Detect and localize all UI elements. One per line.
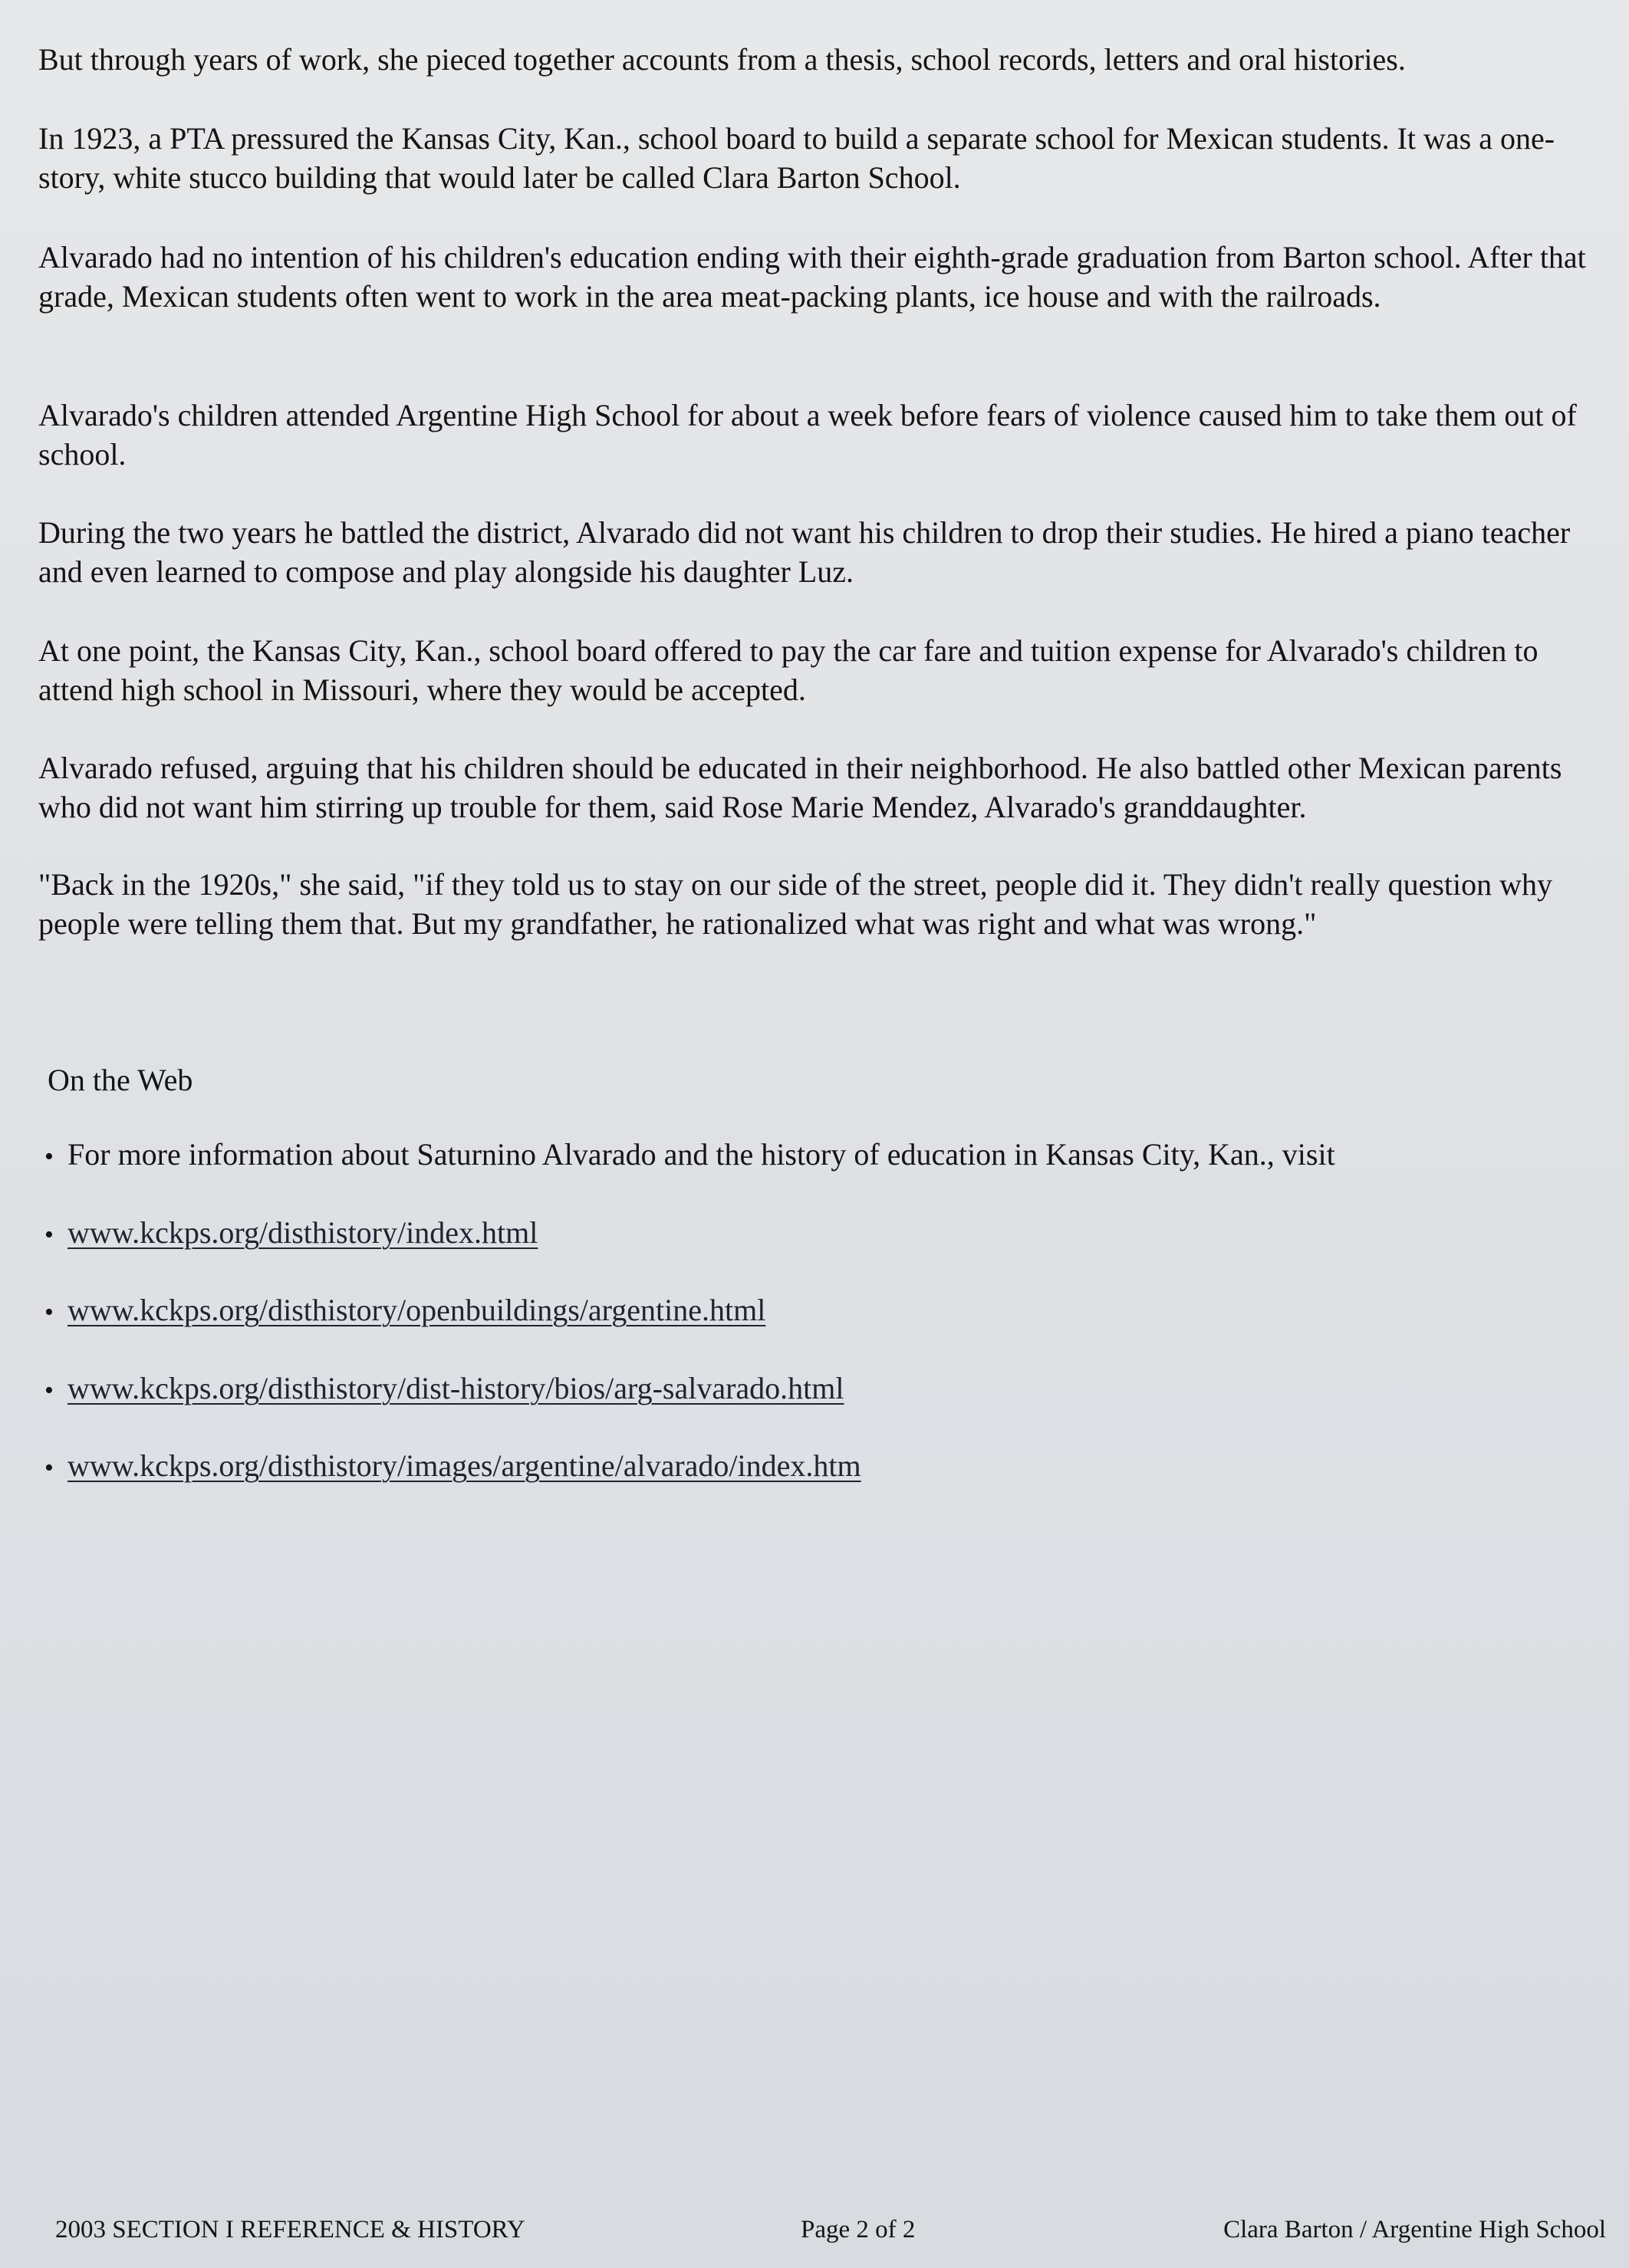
paragraph-5: During the two years he battled the district, Alvarado did not want his children to drop their studies. He hired a piano teacher and even learned to compose and play alongside his daughter Luz. <box>38 515 1571 589</box>
paragraph-2: In 1923, a PTA pressured the Kansas City, Kan., school board to build a separate school for Mexican students. It was a one-story, white stucco building that would later be called Clara Barton School. <box>38 121 1555 195</box>
web-intro-item <box>44 1135 1609 1176</box>
link-images-alvarado[interactable]: www.kckps.org/disthistory/images/argentine/alvarado/index.htm <box>67 1448 861 1483</box>
link-disthistory-index[interactable]: www.kckps.org/disthistory/index.html <box>67 1215 538 1250</box>
link-bios-salvarado[interactable]: www.kckps.org/disthistory/dist-history/bios/arg-salvarado.html <box>67 1371 844 1405</box>
paragraph-1: But through years of work, she pieced together accounts from a thesis, school records, letters and oral histories. <box>38 42 1406 77</box>
paragraph-3: Alvarado had no intention of his children's education ending with their eighth-grade graduation from Barton school. After that grade, Mexican students often went to work in the area meat-packing plants, ice house and with the railroads. <box>38 240 1586 314</box>
bullet-icon: • <box>44 1454 54 1482</box>
link-item-3 <box>44 1369 1609 1410</box>
footer-page-number: Page 2 of 2 <box>801 2216 916 2243</box>
paragraph-7: Alvarado refused, arguing that his children should be educated in their neighborhood. He also battled other Mexican parents who did not want him stirring up trouble for them, said Rose Marie Mendez, Alvarado's granddaughter. <box>38 751 1562 824</box>
on-the-web-heading: On the Web <box>48 1063 193 1097</box>
footer-school-name: Clara Barton / Argentine High School <box>1223 2216 1606 2243</box>
link-item-2 <box>44 1290 1609 1332</box>
footer-section-label: 2003 SECTION I REFERENCE & HISTORY <box>55 2216 525 2243</box>
bullet-icon: • <box>44 1298 54 1326</box>
link-item-4 <box>44 1446 1609 1487</box>
bullet-icon: • <box>44 1221 54 1249</box>
bullet-icon: • <box>44 1142 54 1171</box>
paragraph-6: At one point, the Kansas City, Kan., school board offered to pay the car fare and tuition expense for Alvarado's children to attend high school in Missouri, where they would be accepted. <box>38 633 1538 707</box>
paragraph-4: Alvarado's children attended Argentine High School for about a week before fears of violence caused him to take them out of school. <box>38 398 1577 472</box>
paragraph-8: "Back in the 1920s," she said, "if they told us to stay on our side of the street, people did it. They didn't really question why people were telling them that. But my grandfather, he rationalized what was right and what was wrong." <box>38 867 1553 941</box>
bullet-icon: • <box>44 1376 54 1405</box>
web-intro-text: For more information about Saturnino Alvarado and the history of education in Kansas City, Kan., visit <box>67 1137 1335 1172</box>
link-openbuildings-argentine[interactable]: www.kckps.org/disthistory/openbuildings/argentine.html <box>67 1293 766 1327</box>
link-item-1 <box>44 1213 1609 1254</box>
